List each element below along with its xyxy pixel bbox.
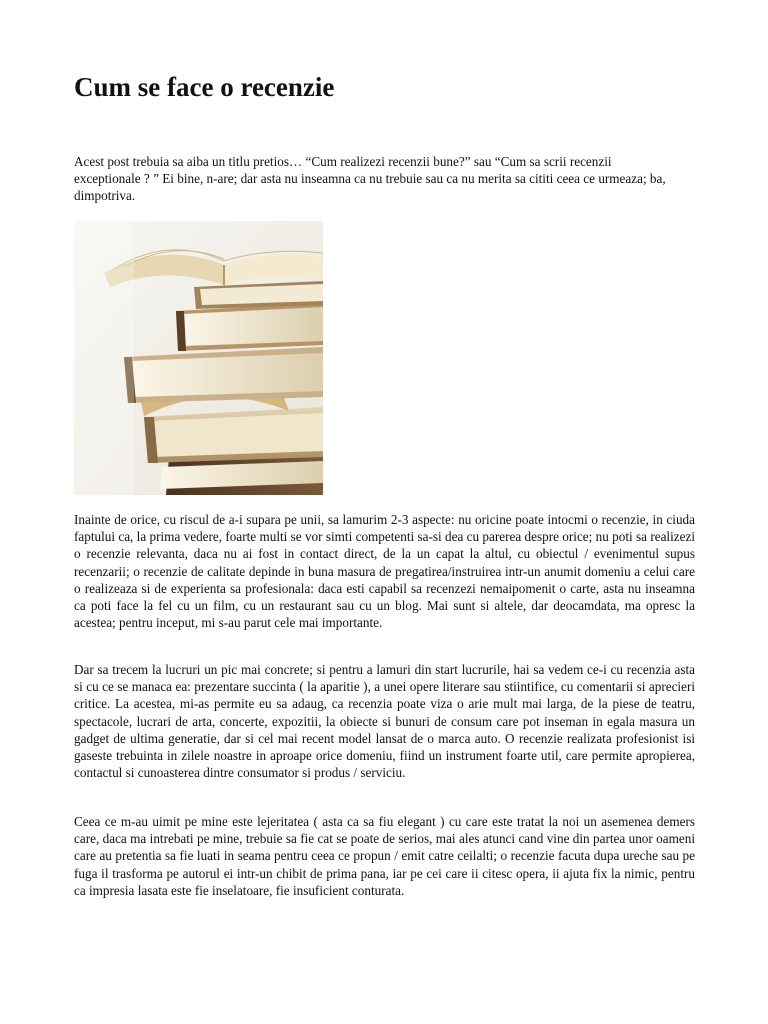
body-paragraph: Ceea ce m-au uimit pe mine este lejeritatea ( asta ca sa fiu elegant ) cu care este tratat la noi un asemenea demers care, daca ma intrebati pe mine, trebuie sa fie cat se poate de serios, mai ales atunci cand vine din partea unor oameni care au pretentia sa fie luati in seama pentru ceea ce propun / emit catre ceilalti; o recenzie facuta dupa ureche sau pe fuga il trasforma pe autorul ei intr-un chibit de prima pana, iar pe cei care ii citesc opera, ii ajuta fix la nimic, pentru ca impresia lasata este fie inselatoare, fie insuficient conturata. — [74, 814, 695, 898]
page-title: Cum se face o recenzie — [74, 72, 335, 102]
stacked-books-image — [74, 221, 323, 495]
body-paragraph: Dar sa trecem la lucruri un pic mai concrete; si pentru a lamuri din start lucrurile, hai sa vedem ce-i cu recenzia asta si cu ce se manaca ea: prezentare succinta ( la aparitie ), a unei opere literare sau stiintifice, cu comentarii si aprecieri critice. La acestea, mi-as permite eu sa adaug, ca recenzia poate viza o arie mult mai larga, de la piese de teatru, spectacole, lucrari de arta, concerte, expozitii, la obiecte si bunuri de consum care pot inseman in egala masura un gadget de ultima generatie, dar si cel mai recent model lansat de o marca auto. O recenzie realizata profesionist isi gaseste trebuinta in zilele noastre in aproape orice domeniu, fiind un instrument foarte util, care permite apropierea, contactul si cunoasterea dintre consumator si produs / serviciu. — [74, 662, 695, 781]
intro-paragraph: Acest post trebuia sa aiba un titlu pretios… “Cum realizezi recenzii bune?” sau “Cum sa scrii recenzii exceptionale ? ” Ei bine, n-are; dar asta nu inseamna ca nu trebuie sau ca nu merita sa cititi ceea ce urmeaza; ba, dimpotriva. — [74, 154, 666, 204]
body-paragraph: Inainte de orice, cu riscul de a-i supara pe unii, sa lamurim 2-3 aspecte: nu oricine poate intocmi o recenzie, in ciuda faptului ca, la prima vedere, foarte multi se vor simti competenti sa-si dea cu parerea despre orice; nu poti sa realizezi o recenzie relevanta, daca nu ai fost in contact direct, de la un capat la altul, cu obiectul / evenimentul supus recenzarii; o recenzie de calitate depinde in buna masura de pregatirea/instruirea intr-un anumit domeniu a celui care o realizeaza si de experienta sa profesionala: daca esti capabil sa recenzezi nemaipomenit o carte, asta nu inseamna ca poti face la fel cu un film, cu un restaurant sau cu un blog. Mai sunt si altele, dar deocamdata, ma opresc la acestea; pentru inceput, mi s-au parut cele mai importante. — [74, 512, 695, 631]
books-photo-icon — [74, 221, 323, 495]
